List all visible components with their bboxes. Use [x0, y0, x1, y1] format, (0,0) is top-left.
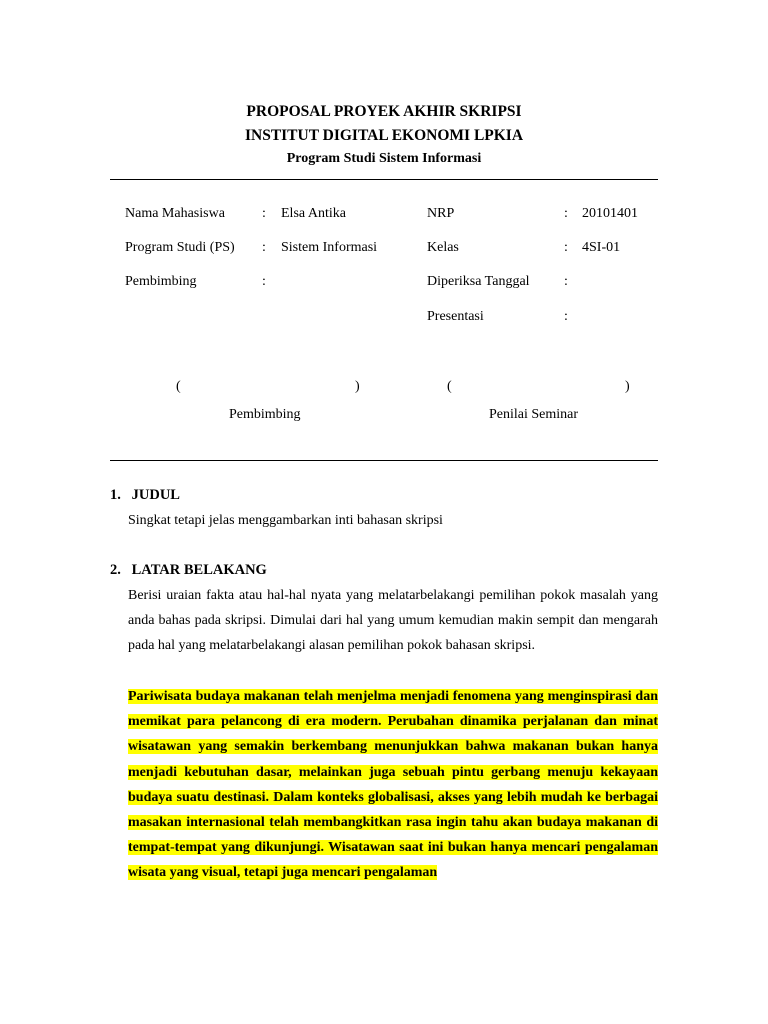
section-description-latar-belakang: Berisi uraian fakta atau hal-hal nyata yang melatarbelakangi pemilihan pokok masalah yang anda bahas pada skripsi. Dimulai dari hal yang umum kemudian makin sempit dan mengarah pada hal yang melatarbelakangi alasan pemilihan pokok bahasan skripsi. — [128, 588, 658, 654]
section-number: 2. — [110, 562, 121, 578]
highlighted-paragraph — [128, 684, 658, 886]
info-value-nama: Elsa Antika — [281, 206, 346, 221]
section-title-text: LATAR BELAKANG — [131, 562, 267, 578]
info-label-diperiksa: Diperiksa Tanggal — [427, 274, 530, 289]
header-divider — [110, 179, 658, 180]
info-label-kelas: Kelas — [427, 240, 459, 255]
section-number: 1. — [110, 487, 121, 503]
signature-role-pembimbing: Pembimbing — [229, 407, 301, 422]
institution-name: INSTITUT DIGITAL EKONOMI LPKIA — [244, 127, 524, 144]
info-sep-nrp: : — [564, 206, 568, 221]
signature-open-paren-left: ( — [176, 379, 181, 394]
info-label-nrp: NRP — [427, 206, 455, 221]
highlighted-text: Pariwisata budaya makanan telah menjelma menjadi fenomena yang menginspirasi dan memikat para pelancong di era modern. Perubahan dinamika perjalanan dan minat wisatawan yang semakin berkembang menunjukkan bahwa makanan bukan hanya menjadi kebutuhan dasar, melainkan juga sebuah pintu gerbang menuju kekayaan budaya suatu destinasi. Dalam konteks globalisasi, akses yang lebih mudah ke berbagai masakan internasional telah membangkitkan rasa ingin tahu akan budaya makanan di tempat-tempat yang dikunjungi. Wisatawan saat ini bukan hanya mencari pengalaman wisata yang visual, tetapi juga mencari pengalaman — [128, 689, 658, 881]
info-label-nama: Nama Mahasiswa — [125, 206, 225, 221]
section-title-text: JUDUL — [131, 487, 180, 503]
document-header — [110, 100, 658, 170]
info-value-nrp: 20101401 — [582, 206, 638, 221]
signature-divider — [110, 460, 658, 461]
info-label-program: Program Studi (PS) — [125, 240, 235, 255]
info-label-presentasi: Presentasi — [427, 309, 484, 324]
info-sep-nama: : — [262, 206, 266, 221]
info-sep-kelas: : — [564, 240, 568, 255]
section-description-judul: Singkat tetapi jelas menggambarkan inti bahasan skripsi — [128, 513, 443, 528]
section-title-latar-belakang — [110, 560, 267, 580]
signature-close-paren-left: ) — [355, 379, 360, 394]
info-value-program: Sistem Informasi — [281, 240, 378, 255]
info-sep-program: : — [262, 240, 266, 255]
info-sep-diperiksa: : — [564, 274, 568, 289]
info-value-kelas: 4SI-01 — [582, 240, 621, 255]
program-name: Program Studi Sistem Informasi — [286, 151, 482, 166]
document-title: PROPOSAL PROYEK AKHIR SKRIPSI — [246, 103, 522, 120]
signature-open-paren-right: ( — [447, 379, 452, 394]
section-title-judul — [110, 485, 180, 505]
info-label-pembimbing: Pembimbing — [125, 274, 197, 289]
info-sep-presentasi: : — [564, 309, 568, 324]
signature-close-paren-right: ) — [625, 379, 630, 394]
signature-role-penilai: Penilai Seminar — [489, 407, 579, 422]
info-sep-pembimbing: : — [262, 274, 266, 289]
